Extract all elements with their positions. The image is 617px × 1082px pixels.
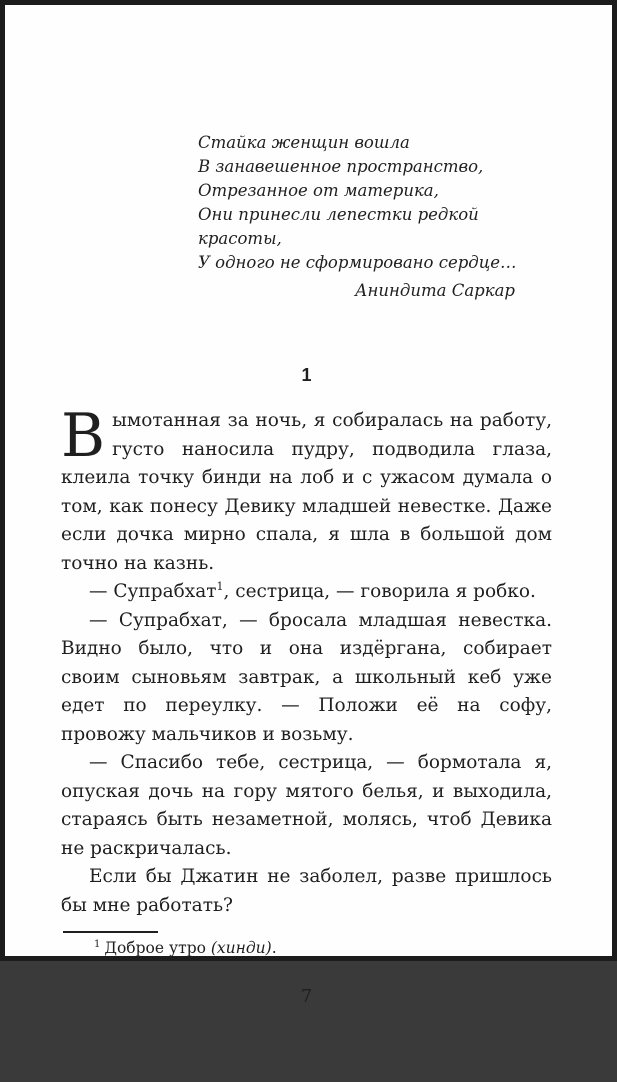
chapter-number: 1: [301, 365, 312, 385]
paragraph: [61, 578, 552, 607]
paragraph: — Спасибо тебе, сестрица, — бормотала я, опуская дочь на гору мятого белья, и выходила, стараясь быть незаметной, молясь, чтоб Девика не раскричалась.: [61, 752, 552, 859]
paragraph: Если бы Джатин не заболел, разве пришлось бы мне работать?: [61, 866, 552, 916]
footnote-number: 1: [94, 938, 101, 950]
epigraph-line: В занавешенное пространство,: [198, 157, 484, 176]
epigraph-line: У одного не сформировано сердце…: [198, 253, 517, 272]
footnote-reference: 1: [216, 579, 224, 593]
footnote-text: Доброе утро: [104, 939, 211, 957]
drop-cap: В: [61, 401, 106, 471]
body-text: [61, 401, 552, 920]
footnote: [61, 937, 552, 959]
paragraph-text: ымотанная за ночь, я собиралась на работу, густо наносила пудру, подводила глаза, клеила точку бинди на лоб и с ужасом думала о том, как понесу Девику младшей невестке. Даже если дочка мирно спала, я шла в большой дом точно на казнь.: [61, 410, 552, 574]
epigraph-line: Стайка женщин вошла: [198, 133, 410, 152]
footnote-divider: [63, 931, 158, 933]
epigraph-line: Они принесли лепестки редкой красоты,: [198, 205, 479, 248]
epigraph: [198, 131, 552, 275]
paragraph: — Супрабхат, — бросала младшая невестка. Видно было, что и она издёргана, собирает своим сыновьям завтрак, а школьный кеб уже едет по переулку. — Положи её на софу, провожу мальчиков и возьму.: [61, 609, 552, 745]
epigraph-line: Отрезанное от материка,: [198, 181, 439, 200]
page-content: [5, 131, 612, 1082]
paragraph: [61, 401, 552, 578]
footnote-period: .: [271, 939, 277, 957]
page-number: 7: [300, 986, 313, 1007]
paragraph-text: — Супрабхат: [89, 581, 217, 602]
epigraph-attribution: Аниндита Саркар: [355, 281, 515, 300]
paragraph-text: , сестрица, — говорила я робко.: [223, 581, 536, 602]
footnote-language-note: (хинди): [210, 939, 272, 957]
